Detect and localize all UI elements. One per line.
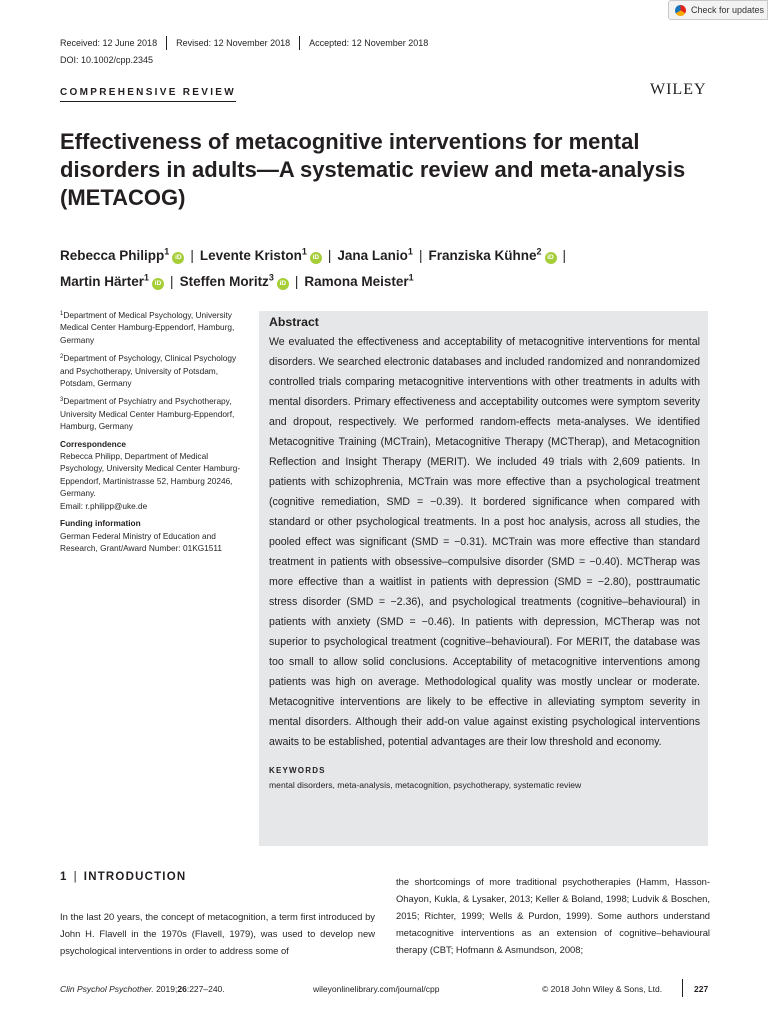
author-name: Rebecca Philipp	[60, 247, 165, 263]
abstract-text: We evaluated the effectiveness and acceptability of metacognitive interventions for mental disorders. We searched electronic databases and included randomized and nonrandomized controlled trials comparing metacognitive interventions with other treatments in adults with mental disorders. Primary effectiveness and acceptability outcomes were symptom severity and dropout, respectively. We performed random-effects meta-analyses. We identified Metacognitive Training (MCTrain), Metacognitive Therapy (MCTherap), and Metacognition Reflection and Insight Therapy (MERIT). We included 49 trials with 2,609 patients. In patients with schizophrenia, MCTrain was more effective than a psychological treatment (cognitive remediation, SMD = −0.39). It bordered significance when compared with standard or other psychological treatments. In a post hoc analysis, across all studies, the pooled effect was significant (SMD = −0.31). MCTrain was more effective than standard treatment in patients with obsessive–compulsive disorder (SMD = −0.40). MCTherap was more effective than a waitlist in patients with depression (SMD = −2.80), posttraumatic stress disorder (SMD = −2.36), and psychological treatments (cognitive–behavioural) in patients with anxiety (SMD = −0.46). In patients with depression, MCTherap was not superior to psychological treatment (cognitive–behavioural). For MERIT, the database was too small to allow solid conclusions. Acceptability of metacognitive interventions among patients was high on average. Methodological quality was mostly unclear or moderate. Metacognitive interventions are likely to be effective in alleviating symptom severity in mental disorders. Although their add-on value against existing psychological interventions awaits to be established, potential advantages are their low threshold and economy.	[269, 336, 700, 748]
abstract-box	[259, 311, 708, 846]
accepted-date: Accepted: 12 November 2018	[309, 37, 429, 48]
section-label: COMPREHENSIVE REVIEW	[60, 87, 236, 102]
affiliation-number: 3	[60, 397, 64, 404]
correspondence-text: Rebecca Philipp, Department of Medical Psychology, University Medical Center Hamburg-Eppendorf, Martinistrasse 52, Hamburg 20246, Germany.	[60, 451, 241, 499]
check-for-updates-button[interactable]	[668, 0, 768, 20]
affiliation-number: 2	[60, 354, 64, 361]
author-separator: |	[562, 247, 567, 263]
journal-citation	[60, 984, 225, 994]
body-column-left	[60, 908, 375, 959]
abstract-heading: Abstract	[269, 315, 319, 329]
author-name: Jana Lanio	[337, 247, 408, 263]
author[interactable]	[60, 274, 164, 289]
body-paragraph: In the last 20 years, the concept of metacognition, a term first introduced by John H. Flavell in the 1970s (Flavell, 1979), was used to develop new psychological interventions in order to address some of	[60, 911, 375, 956]
journal-name: Clin Psychol Psychother.	[60, 984, 154, 994]
correspondence-email[interactable]: Email: r.philipp@uke.de	[60, 500, 148, 511]
citation-year: 2019;	[156, 984, 178, 994]
author-separator: |	[190, 247, 194, 263]
affiliation-marker: 1	[408, 272, 414, 283]
author-separator: |	[327, 247, 332, 263]
affiliation-text: Department of Psychiatry and Psychotherapy, University Medical Center Hamburg-Eppendorf, Hamburg, Germany	[60, 396, 235, 432]
citation-volume: 26	[177, 984, 187, 994]
author-name: Franziska Kühne	[428, 247, 537, 263]
affiliation	[60, 351, 242, 389]
author[interactable]	[180, 274, 289, 289]
affiliation	[60, 308, 242, 346]
affiliation	[60, 394, 242, 432]
copyright: © 2018 John Wiley & Sons, Ltd.	[542, 984, 663, 994]
affiliation-text: Department of Psychology, Clinical Psychology and Psychotherapy, University of Potsdam, Potsdam, Germany	[60, 353, 237, 389]
received-date: Received: 12 June 2018	[60, 37, 158, 48]
orcid-icon[interactable]: iD	[172, 252, 184, 264]
body-column-right	[396, 873, 710, 958]
correspondence-heading: Correspondence	[60, 438, 126, 449]
section-heading	[60, 871, 186, 883]
author-name: Levente Kriston	[199, 247, 302, 263]
affiliation-marker: 3	[268, 272, 274, 283]
article-history	[60, 36, 437, 50]
keywords-label: KEYWORDS	[269, 766, 326, 775]
page-number-divider	[682, 979, 683, 997]
body-paragraph: the shortcomings of more traditional psychotherapies (Hamm, Hasson-Ohayon, Kukla, & Lysaker, 2013; Keller & Boland, 1998; Ludvik & Boschen, 2015; Richter, 1999; Wells & Purdon, 1999). Some authors understand metacognitive interventions as an extension of cognitive–behavioural therapy (CBT; Hofmann & Asmundson, 2008;	[396, 876, 710, 955]
check-for-updates-label: Check for updates	[691, 5, 765, 15]
author[interactable]	[428, 248, 556, 263]
affiliation-number: 1	[60, 311, 64, 317]
author-separator: |	[418, 247, 423, 263]
author[interactable]	[337, 248, 413, 263]
orcid-icon[interactable]: iD	[152, 278, 164, 290]
author-separator: |	[170, 274, 174, 289]
author-name: Steffen Moritz	[179, 274, 269, 289]
author[interactable]	[304, 274, 413, 289]
author-separator: |	[294, 274, 299, 289]
article-title: Effectiveness of metacognitive interventions for mental disorders in adults—A systematic review and meta-analysis (METACOG)	[60, 129, 686, 210]
crossmark-icon	[675, 5, 686, 16]
orcid-icon[interactable]: iD	[545, 252, 557, 264]
citation-pages: :227–240.	[186, 984, 225, 994]
orcid-icon[interactable]: iD	[310, 252, 322, 264]
affiliation-marker: 1	[301, 246, 307, 256]
author-name: Ramona Meister	[304, 274, 409, 289]
author[interactable]	[200, 248, 322, 263]
orcid-icon[interactable]: iD	[277, 278, 289, 290]
author-list	[60, 240, 700, 293]
affiliation-marker: 1	[164, 246, 170, 256]
affiliation-marker: 1	[144, 272, 150, 283]
doi[interactable]: DOI: 10.1002/cpp.2345	[60, 55, 154, 65]
affiliation-marker: 2	[536, 246, 542, 256]
section-separator: |	[73, 871, 78, 883]
publisher-logo: WILEY	[650, 81, 707, 98]
revised-date: Revised: 12 November 2018	[176, 37, 291, 48]
section-number: 1	[60, 871, 68, 883]
affiliation-text: Department of Medical Psychology, University Medical Center Hamburg-Eppendorf, Hamburg, Germany	[60, 310, 235, 345]
funding-heading: Funding information	[60, 518, 141, 529]
author[interactable]	[60, 248, 184, 263]
page-number: 227	[694, 984, 709, 994]
section-title: INTRODUCTION	[83, 871, 187, 883]
funding-text: German Federal Ministry of Education and Research, Grant/Award Number: 01KG1511	[60, 530, 223, 553]
affiliation-marker: 1	[407, 246, 413, 256]
author-name: Martin Härter	[60, 274, 145, 289]
sidebar-metadata	[60, 308, 242, 559]
keywords-text: mental disorders, meta-analysis, metacognition, psychotherapy, systematic review	[269, 780, 582, 790]
journal-url[interactable]: wileyonlinelibrary.com/journal/cpp	[313, 984, 440, 994]
